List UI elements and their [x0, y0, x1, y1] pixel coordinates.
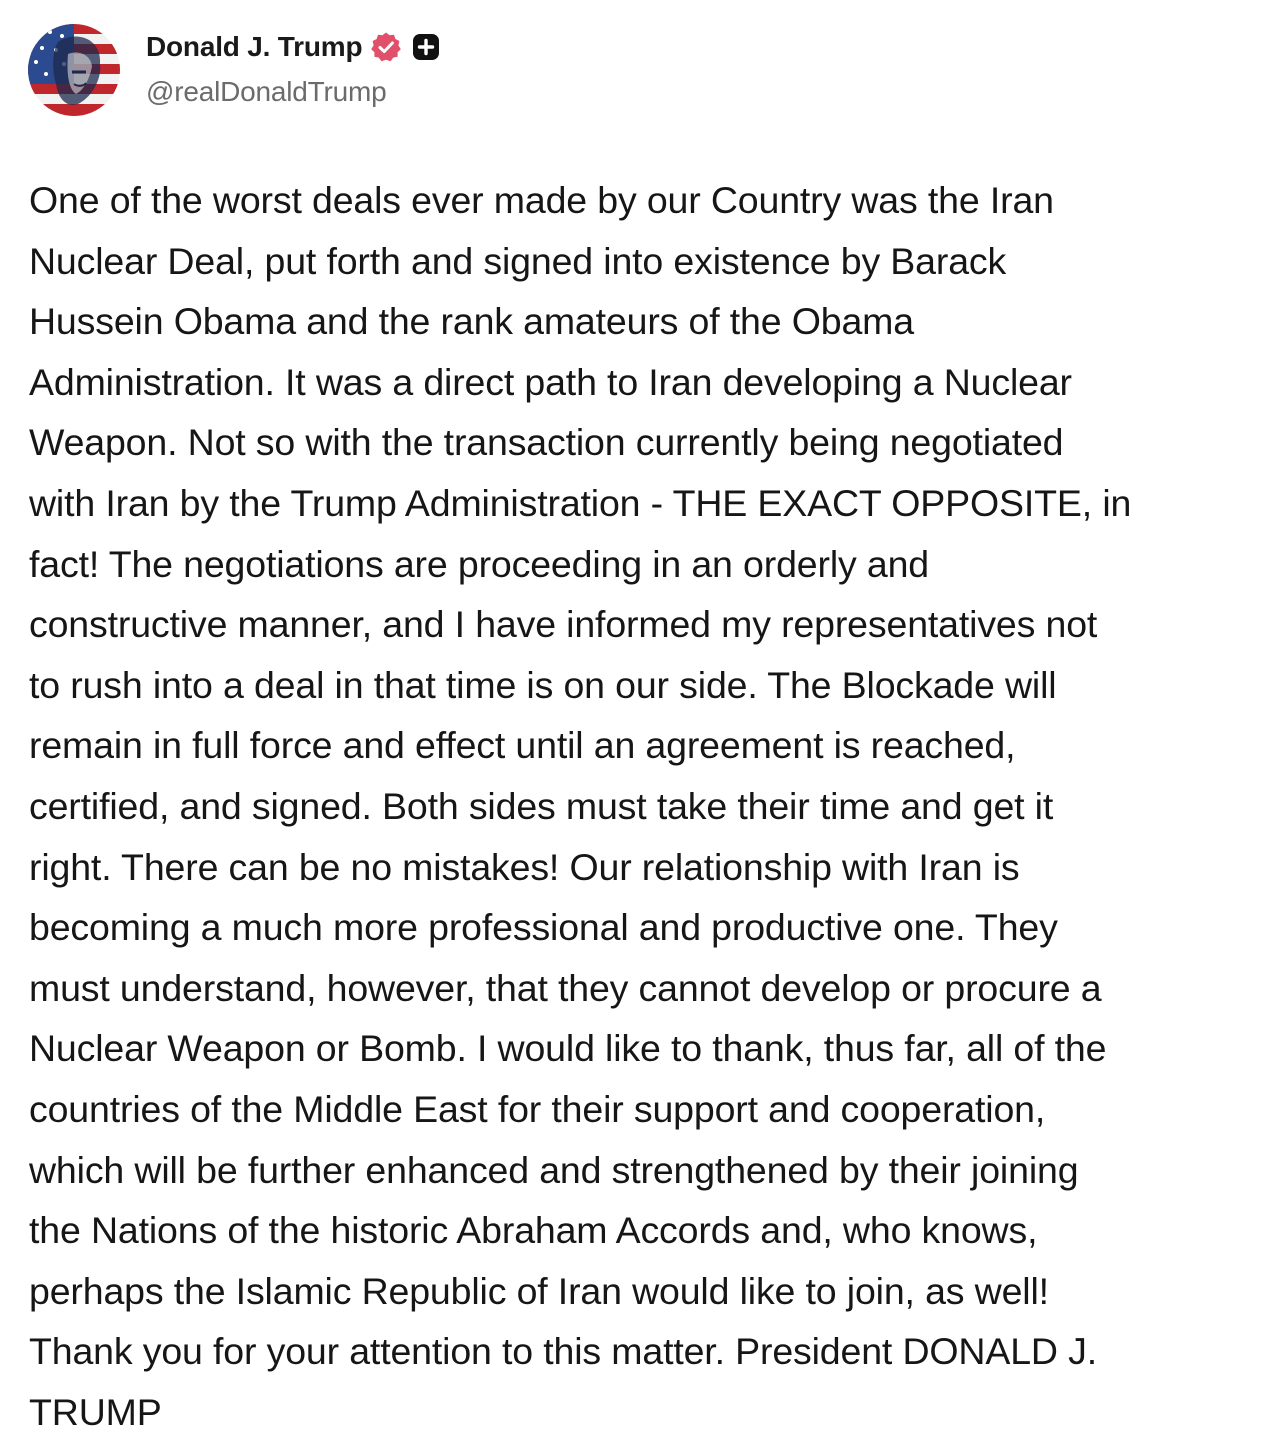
post-body-line: Weapon. Not so with the transaction currently being negotiated	[29, 421, 1064, 464]
author-handle[interactable]: @realDonaldTrump	[146, 76, 387, 107]
post-body-line: fact! The negotiations are proceeding in an orderly and	[29, 542, 929, 585]
post-body-line: right. There can be no mistakes! Our relationship with Iran is	[29, 845, 1020, 888]
avatar[interactable]	[28, 24, 120, 116]
avatar-image	[28, 24, 120, 116]
post-body-line: certified, and signed. Both sides must take their time and get it	[29, 784, 1054, 827]
post-body	[29, 170, 1254, 1442]
post-body-line: with Iran by the Trump Administration - THE EXACT OPPOSITE, in	[29, 481, 1132, 524]
verified-badge-icon	[370, 31, 402, 63]
plus-badge-icon	[412, 33, 440, 61]
post-body-line: Hussein Obama and the rank amateurs of the Obama	[29, 300, 914, 343]
name-row	[146, 22, 440, 72]
author-identity	[146, 22, 440, 108]
post-body-line: countries of the Middle East for their support and cooperation,	[29, 1087, 1046, 1130]
post-body-line: Nuclear Weapon or Bomb. I would like to thank, thus far, all of the	[29, 1027, 1107, 1070]
post-body-line: constructive manner, and I have informed my representatives not	[29, 603, 1098, 646]
post-header	[28, 22, 440, 116]
post-body-line: One of the worst deals ever made by our Country was the Iran	[29, 179, 1054, 221]
post-body-line: which will be further enhanced and strengthened by their joining	[29, 1148, 1079, 1191]
post-body-line: perhaps the Islamic Republic of Iran would like to join, as well!	[29, 1269, 1049, 1312]
author-display-name[interactable]: Donald J. Trump	[146, 31, 363, 62]
post-body-line: Thank you for your attention to this matter. President DONALD J.	[29, 1330, 1097, 1373]
post-body-line: Nuclear Deal, put forth and signed into existence by Barack	[29, 239, 1007, 282]
post-body-line: to rush into a deal in that time is on our side. The Blockade will	[29, 663, 1057, 706]
post-body-line: must understand, however, that they cannot develop or procure a	[29, 966, 1102, 1009]
post-body-line: Administration. It was a direct path to Iran developing a Nuclear	[29, 360, 1072, 403]
post-body-line: becoming a much more professional and productive one. They	[29, 906, 1058, 949]
post-body-line: remain in full force and effect until an agreement is reached,	[29, 724, 1016, 767]
post-body-line: TRUMP	[29, 1390, 162, 1433]
post-body-line: the Nations of the historic Abraham Accords and, who knows,	[29, 1209, 1038, 1252]
